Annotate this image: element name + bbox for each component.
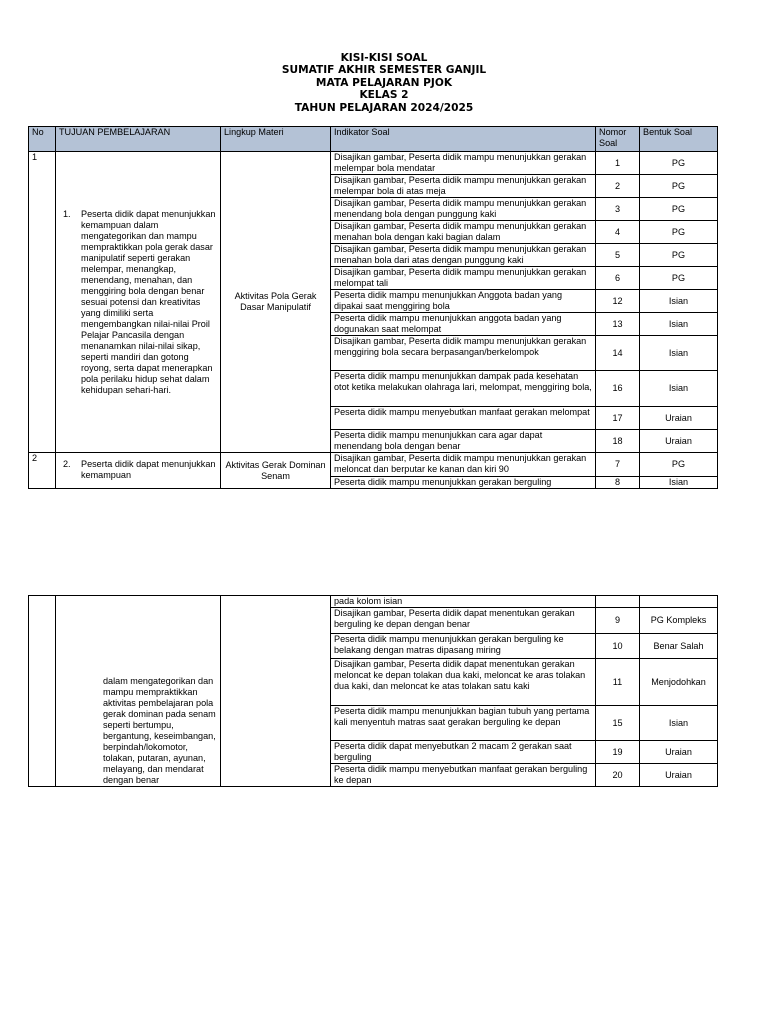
tujuan-cell xyxy=(56,152,221,453)
nomor-soal: 18 xyxy=(596,430,640,453)
nomor-soal: 16 xyxy=(596,371,640,407)
indikator-cell: Peserta didik mampu menunjukkan gerakan berguling xyxy=(331,477,596,489)
lingkup-materi-continued xyxy=(221,596,331,787)
indikator-cell: Peserta didik mampu menunjukkan cara agar dapat menendang bola dengan benar xyxy=(331,430,596,453)
bentuk-soal: Isian xyxy=(640,371,718,407)
title-line-3: MATA PELAJARAN PJOK xyxy=(315,76,453,89)
indikator-cell: Disajikan gambar, Peserta didik mampu menunjukkan gerakan menahan bola dari atas dengan punggung kaki xyxy=(331,244,596,267)
kisi-kisi-table-continued xyxy=(28,595,718,787)
nomor-soal xyxy=(596,596,640,608)
col-header-indikator: Indikator Soal xyxy=(331,127,596,152)
bentuk-soal: PG xyxy=(640,152,718,175)
title-line-5: TAHUN PELAJARAN 2024/2025 xyxy=(294,101,474,114)
nomor-soal: 7 xyxy=(596,453,640,477)
nomor-soal: 10 xyxy=(596,634,640,659)
table-row xyxy=(29,152,718,175)
bentuk-soal: Isian xyxy=(640,313,718,336)
bentuk-soal xyxy=(640,596,718,608)
nomor-soal: 13 xyxy=(596,313,640,336)
nomor-soal: 2 xyxy=(596,175,640,198)
bentuk-soal: Uraian xyxy=(640,764,718,787)
col-header-bentuk: Bentuk Soal xyxy=(640,127,718,152)
indikator-cell: Disajikan gambar, Peserta didik mampu menunjukkan gerakan menendang bola dengan punggung kaki xyxy=(331,198,596,221)
col-header-nomor: Nomor Soal xyxy=(596,127,640,152)
group-number: 1 xyxy=(29,152,56,453)
tujuan-cell-continued xyxy=(56,596,221,787)
nomor-soal: 3 xyxy=(596,198,640,221)
tujuan-text-continued: dalam mengategorikan dan mampu mempraktikkan aktivitas pembelajaran pola gerak dominan pada senam seperti bertumpu, bergantung, keseimbangan, berpindah/lokomotor, tolakan, putaran, ayunan, melayang, dan mendarat dengan benar xyxy=(103,676,216,785)
tujuan-number: 2. xyxy=(63,459,71,469)
col-header-no: No xyxy=(29,127,56,152)
col-header-lingkup: Lingkup Materi xyxy=(221,127,331,152)
lingkup-materi: Aktivitas Pola Gerak Dasar Manipulatif xyxy=(221,152,331,453)
indikator-cell: Disajikan gambar, Peserta didik mampu menunjukkan gerakan menggiring bola secara berpasangan/berkelompok xyxy=(331,336,596,371)
title-line-2: SUMATIF AKHIR SEMESTER GANJIL xyxy=(281,64,487,77)
group-number: 2 xyxy=(29,453,56,489)
bentuk-soal: PG xyxy=(640,453,718,477)
nomor-soal: 11 xyxy=(596,659,640,706)
indikator-cell: Peserta didik mampu menunjukkan Anggota badan yang dipakai saat menggiring bola xyxy=(331,290,596,313)
lingkup-materi: Aktivitas Gerak Dominan Senam xyxy=(221,453,331,489)
tujuan-cell xyxy=(56,453,221,489)
nomor-soal: 5 xyxy=(596,244,640,267)
bentuk-soal: PG xyxy=(640,267,718,290)
indikator-cell: Peserta didik mampu menunjukkan bagian tubuh yang pertama kali menyentuh matras saat gerakan berguling ke depan xyxy=(331,706,596,741)
nomor-soal: 8 xyxy=(596,477,640,489)
tujuan-text: Peserta didik dapat menunjukkan kemampuan xyxy=(81,459,216,480)
nomor-soal: 15 xyxy=(596,706,640,741)
title-line-1: KISI-KISI SOAL xyxy=(340,52,428,64)
indikator-cell: Disajikan gambar, Peserta didik mampu menunjukkan gerakan melempar bola mendatar xyxy=(331,152,596,175)
tujuan-number: 1. xyxy=(63,208,71,219)
bentuk-soal: Uraian xyxy=(640,741,718,764)
nomor-soal: 9 xyxy=(596,608,640,634)
bentuk-soal: Isian xyxy=(640,290,718,313)
tujuan-text: Peserta didik dapat menunjukkan kemampuan dalam mengategorikan dan mampu mempraktikkan pola gerak dasar manipulatif seperti gerakan melempar, menangkap, menendang, menahan, dan menggiring bola dengan benar sesuai potensi dan kreativitas yang dimiliki serta mengembangkan nilai-nilai Proil Pelajar Pancasila dengan menanamkan nilai-nilai sikap, seperti mandiri dan gotong royong, serta dapat menerapkan pola perilaku hidup sehat dalam kehidupan sehari-hari. xyxy=(81,208,216,395)
nomor-soal: 17 xyxy=(596,407,640,430)
table-row xyxy=(29,453,718,477)
indikator-cell: Peserta didik mampu menyebutkan manfaat gerakan berguling ke depan xyxy=(331,764,596,787)
col-header-tujuan: TUJUAN PEMBELAJARAN xyxy=(56,127,221,152)
indikator-cell: Disajikan gambar, Peserta didik dapat menentukan gerakan berguling ke depan dengan benar xyxy=(331,608,596,634)
table-row xyxy=(29,596,718,608)
nomor-soal: 14 xyxy=(596,336,640,371)
nomor-soal: 4 xyxy=(596,221,640,244)
indikator-cell: Peserta didik dapat menyebutkan 2 macam 2 gerakan saat berguling xyxy=(331,741,596,764)
indikator-cell: Peserta didik mampu menunjukkan dampak pada kesehatan otot ketika melakukan olahraga lari, melompat, menggiring bola, xyxy=(331,371,596,407)
indikator-cell: Peserta didik mampu menunjukkan anggota badan yang dogunakan saat melompat xyxy=(331,313,596,336)
indikator-cell: Disajikan gambar, Peserta didik mampu menunjukkan gerakan menahan bola dengan kaki bagian dalam xyxy=(331,221,596,244)
bentuk-soal: PG xyxy=(640,244,718,267)
indikator-cell: Disajikan gambar, Peserta didik mampu menunjukkan gerakan melempar bola di atas meja xyxy=(331,175,596,198)
title-line-4: KELAS 2 xyxy=(359,89,409,102)
indikator-cell: Peserta didik mampu menyebutkan manfaat gerakan melompat xyxy=(331,407,596,430)
bentuk-soal: Uraian xyxy=(640,407,718,430)
document-title xyxy=(0,52,768,114)
nomor-soal: 6 xyxy=(596,267,640,290)
kisi-kisi-table xyxy=(28,126,718,489)
bentuk-soal: PG xyxy=(640,175,718,198)
group-number-continued xyxy=(29,596,56,787)
nomor-soal: 20 xyxy=(596,764,640,787)
nomor-soal: 1 xyxy=(596,152,640,175)
bentuk-soal: Isian xyxy=(640,477,718,489)
bentuk-soal: Isian xyxy=(640,706,718,741)
nomor-soal: 19 xyxy=(596,741,640,764)
bentuk-soal: PG Kompleks xyxy=(640,608,718,634)
table-header-row xyxy=(29,127,718,152)
bentuk-soal: PG xyxy=(640,198,718,221)
bentuk-soal: PG xyxy=(640,221,718,244)
indikator-cell: Disajikan gambar, Peserta didik mampu menunjukkan gerakan meloncat dan berputar ke kanan dan kiri 90 xyxy=(331,453,596,477)
bentuk-soal: Isian xyxy=(640,336,718,371)
indikator-cell: Disajikan gambar, Peserta didik dapat menentukan gerakan meloncat ke depan tolakan dua kaki, meloncat ke aras tolakan dua kaki, dan meloncat ke atas tolakan satu kaki xyxy=(331,659,596,706)
indikator-cell: Disajikan gambar, Peserta didik mampu menunjukkan gerakan melompat tali xyxy=(331,267,596,290)
indikator-cell: Peserta didik mampu menunjukkan gerakan berguling ke belakang dengan matras dipasang miring xyxy=(331,634,596,659)
indikator-cell: pada kolom isian xyxy=(331,596,596,608)
nomor-soal: 12 xyxy=(596,290,640,313)
bentuk-soal: Benar Salah xyxy=(640,634,718,659)
bentuk-soal: Menjodohkan xyxy=(640,659,718,706)
bentuk-soal: Uraian xyxy=(640,430,718,453)
